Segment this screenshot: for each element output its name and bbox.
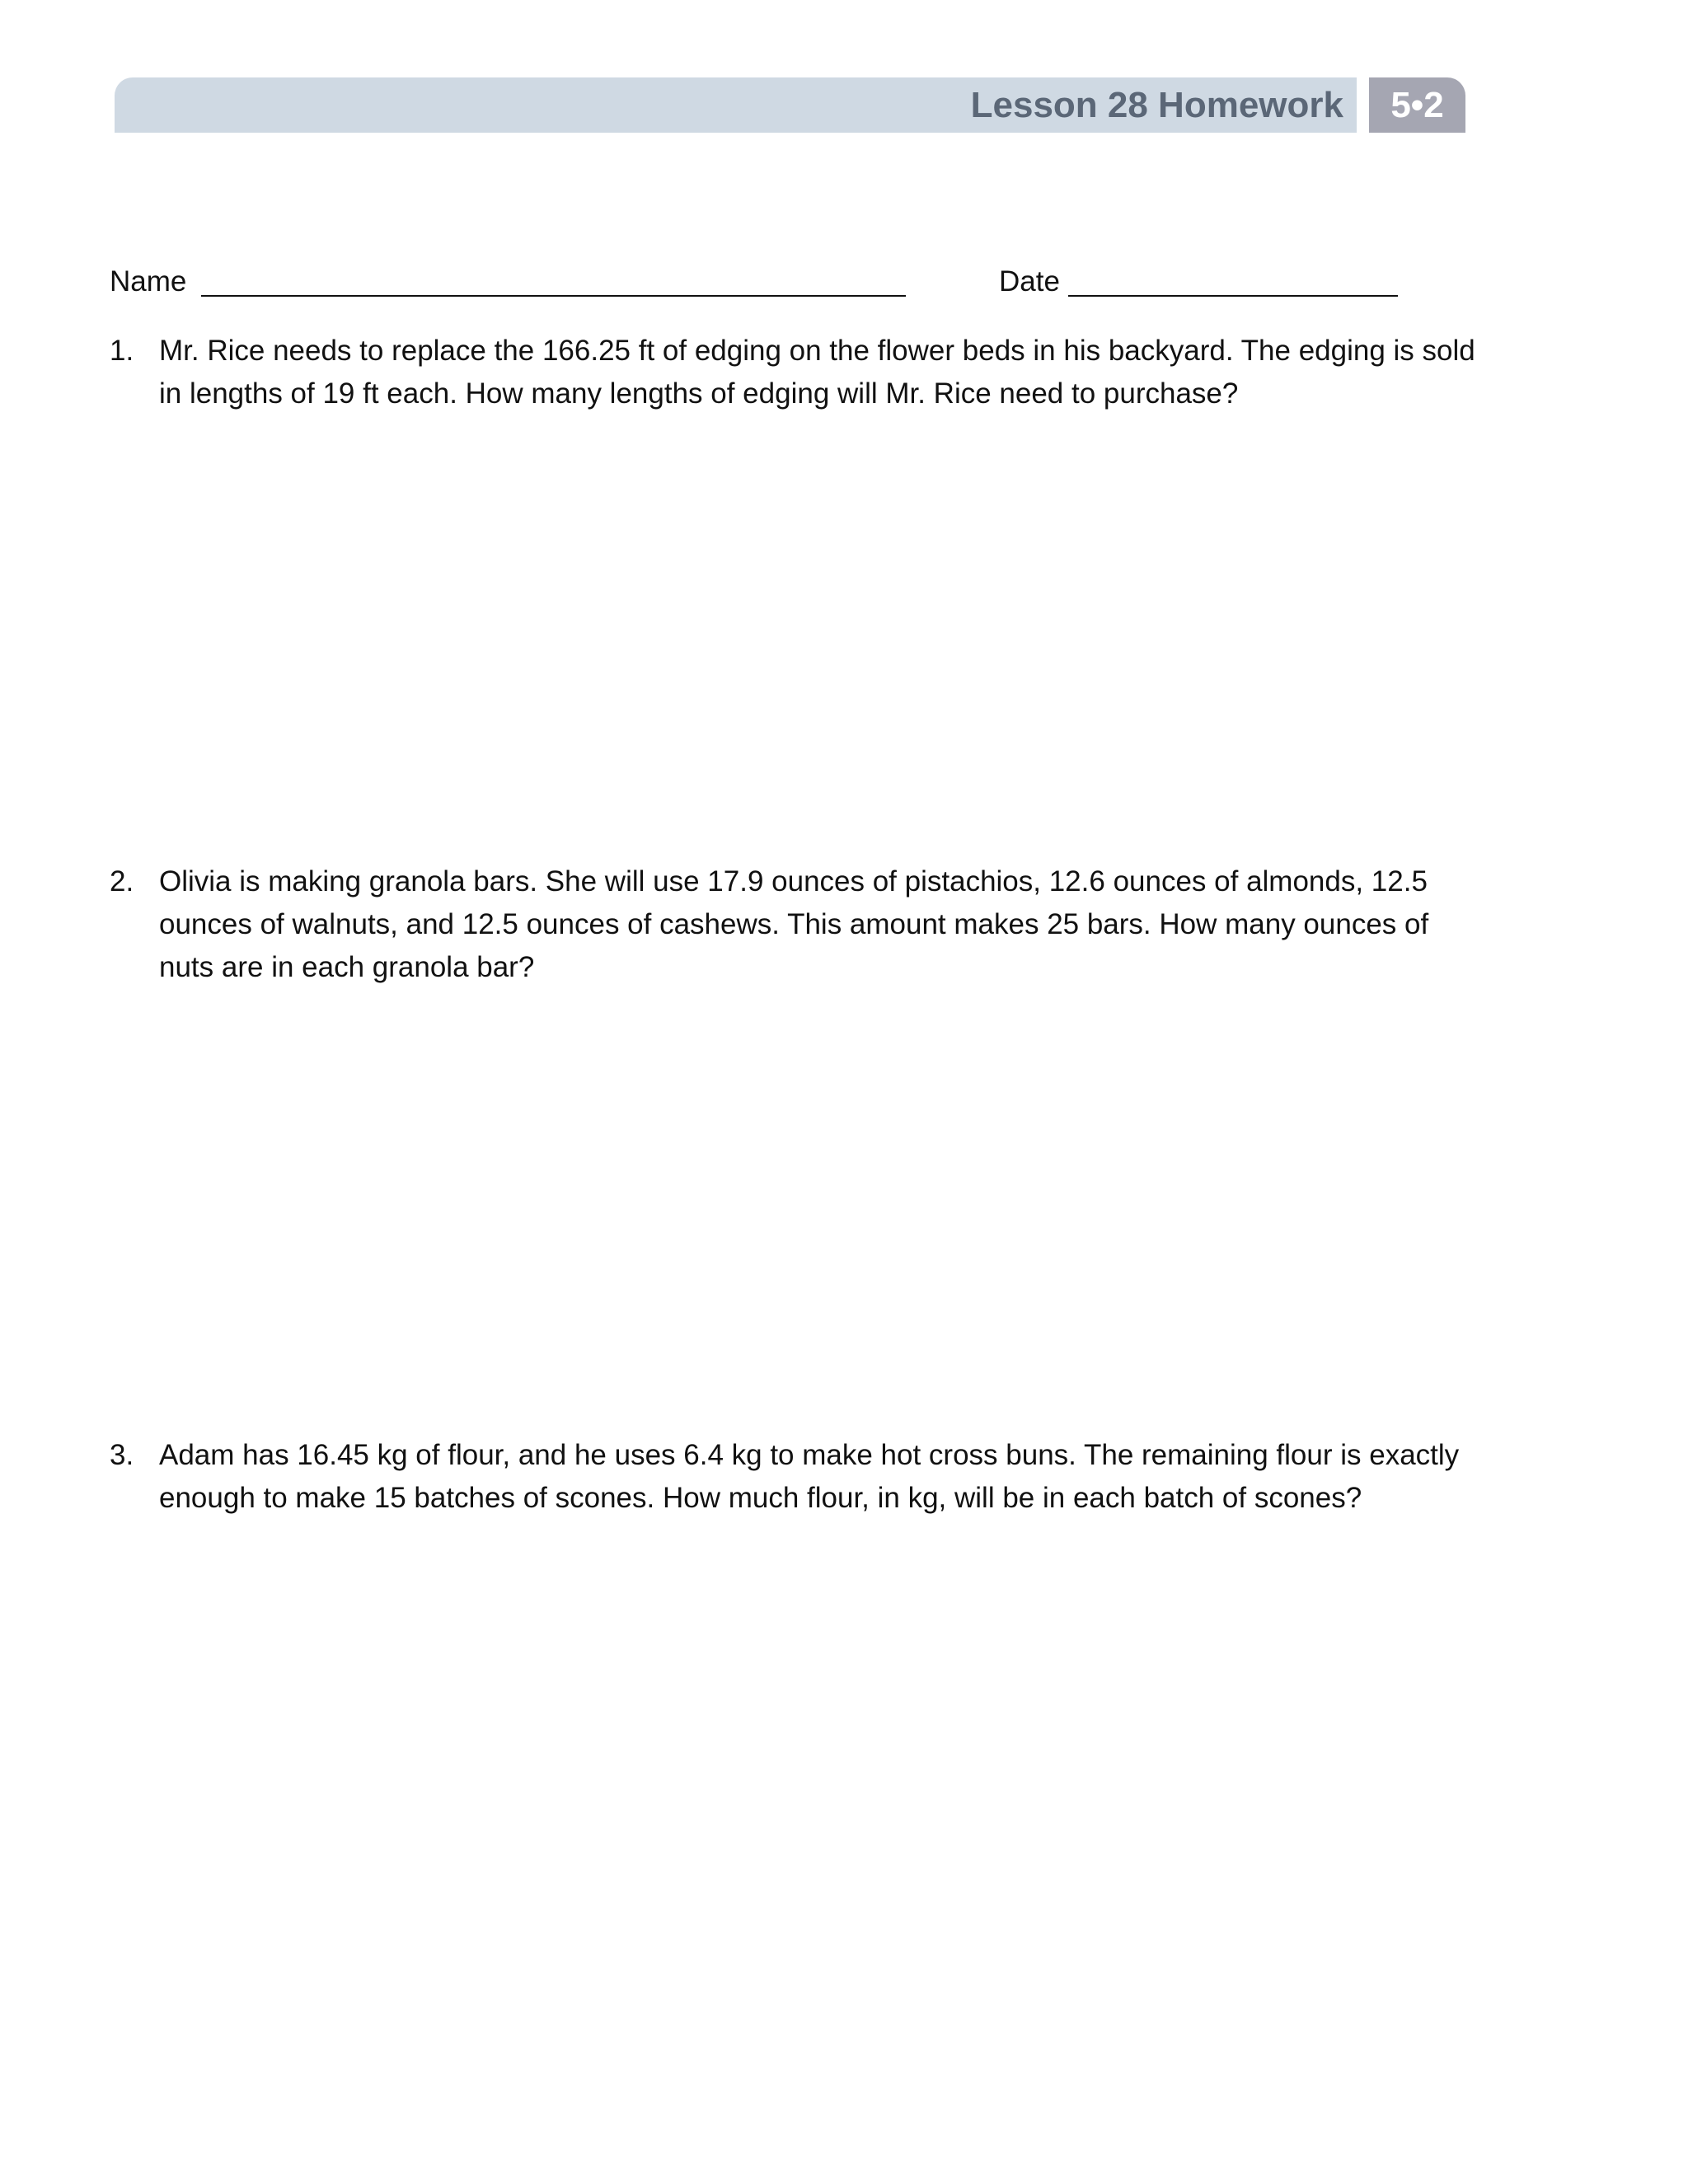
name-label: Name <box>110 265 187 298</box>
problem-number: 3. <box>110 1439 134 1471</box>
header-divider <box>1357 77 1369 133</box>
date-blank-line[interactable] <box>1068 262 1398 297</box>
date-label: Date <box>999 265 1060 298</box>
problem-text: Olivia is making granola bars. She will use 17.9 ounces of pistachios, 12.6 ounces of almonds, 12.5 ounces of walnuts, and 12.5 ounces of cashews. This amount makes 25 bars. How many ounces of nuts are in each granola bar? <box>159 865 1429 983</box>
problem-1 <box>110 330 1478 415</box>
problem-number: 1. <box>110 335 134 367</box>
module-badge: 5•2 <box>1369 77 1465 133</box>
date-field-row <box>999 262 1398 302</box>
problem-text: Mr. Rice needs to replace the 166.25 ft of edging on the flower beds in his backyard. The edging is sold in lengths of 19 ft each. How many lengths of edging will Mr. Rice need to purchase? <box>159 335 1475 410</box>
problem-2 <box>110 860 1478 989</box>
name-blank-line[interactable] <box>201 262 906 297</box>
problem-3 <box>110 1434 1478 1520</box>
lesson-header-bar <box>115 77 1357 133</box>
name-field-row <box>110 262 906 302</box>
problem-number: 2. <box>110 865 134 898</box>
lesson-title: Lesson 28 Homework <box>970 85 1343 125</box>
problem-text: Adam has 16.45 kg of flour, and he uses 6.4 kg to make hot cross buns. The remaining flour is exactly enough to make 15 batches of scones. How much flour, in kg, will be in each batch of scones? <box>159 1439 1460 1514</box>
